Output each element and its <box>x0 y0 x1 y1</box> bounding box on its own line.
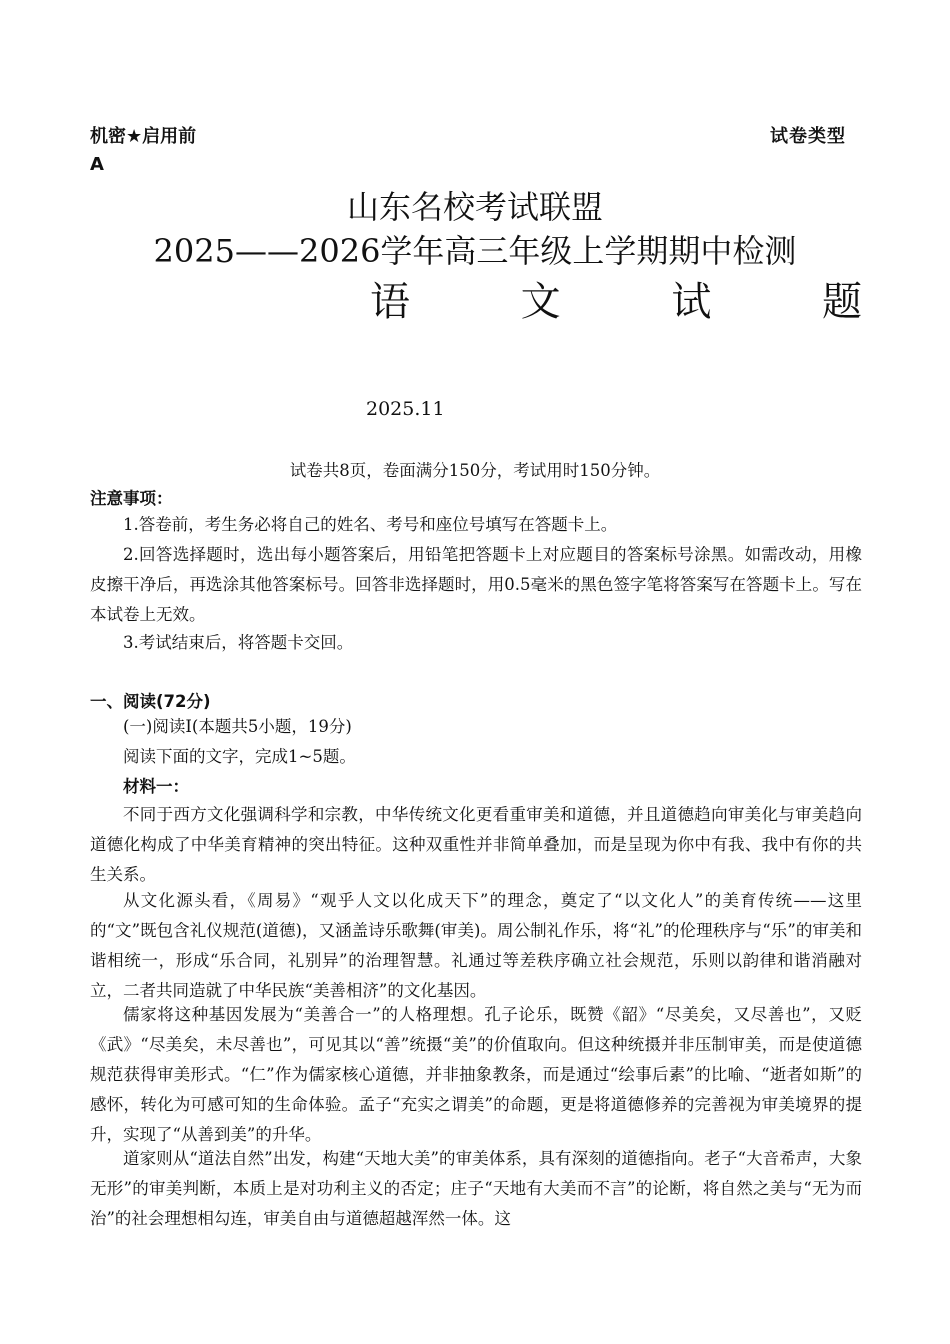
exam-organizer-title: 山东名校考试联盟 <box>346 188 603 226</box>
notice-item: 1.答卷前，考生务必将自己的姓名、考号和座位号填写在答题卡上。 <box>123 515 618 534</box>
paper-type-value: A <box>90 154 104 175</box>
subject-char: 试 <box>671 279 712 325</box>
section-instruction: 阅读下面的文字，完成1~5题。 <box>123 747 356 766</box>
section-subheading: (一)阅读Ⅰ(本题共5小题，19分) <box>123 717 352 736</box>
exam-meta: 试卷共8页，卷面满分150分，考试用时150分钟。 <box>289 461 661 480</box>
exam-date: 2025.11 <box>366 398 445 420</box>
paper-type-label: 试卷类型 <box>770 126 846 147</box>
notice-heading: 注意事项： <box>90 489 173 508</box>
material-paragraph: 道家则从“道法自然”出发，构建“天地大美”的审美体系，具有深刻的道德指向。老子“大音希声，大象无形”的审美判断，本质上是对功利主义的否定；庄子“天地有大美而不言”的论断，将自然之美与“无为而治”的社会理想相勾连，审美自由与道德超越浑然一体。这 <box>90 1149 862 1228</box>
exam-name-title: 2025——2026学年高三年级上学期期中检测 <box>153 232 797 270</box>
material-paragraph: 不同于西方文化强调科学和宗教，中华传统文化更看重审美和道德，并且道德趋向审美化与审美趋向道德化构成了中华美育精神的突出特征。这种双重性并非简单叠加，而是呈现为你中有我、我中有你的共生关系。 <box>90 805 862 884</box>
confidential-label: 机密★启用前 <box>90 126 197 147</box>
notice-item: 2.回答选择题时，选出每小题答案后，用铅笔把答题卡上对应题目的答案标号涂黑。如需改动，用橡皮擦干净后，再选涂其他答案标号。回答非选择题时，用0.5毫米的黑色签字笔将答案写在答题卡上。写在本试卷上无效。 <box>90 545 862 624</box>
section-heading: 一、阅读(72分) <box>90 692 211 711</box>
subject-char: 题 <box>821 279 862 325</box>
subject-char: 文 <box>520 279 561 325</box>
subject-title <box>370 270 862 327</box>
material-paragraph: 儒家将这种基因发展为“美善合一”的人格理想。孔子论乐，既赞《韶》“尽美矣，又尽善也”，又贬《武》“尽美矣，未尽善也”，可见其以“善”统摄“美”的价值取向。但这种统摄并非压制审美，而是使道德规范获得审美形式。“仁”作为儒家核心道德，并非抽象教条，而是通过“绘事后素”的比喻、“逝者如斯”的感怀，转化为可感可知的生命体验。孟子“充实之谓美”的命题，更是将道德修养的完善视为审美境界的提升，实现了“从善到美”的升华。 <box>90 1005 862 1144</box>
material-label: 材料一： <box>123 777 189 796</box>
notice-item: 3.考试结束后，将答题卡交回。 <box>123 633 354 652</box>
subject-char: 语 <box>370 279 410 325</box>
material-paragraph: 从文化源头看，《周易》“观乎人文以化成天下”的理念，奠定了“以文化人”的美育传统——这里的“文”既包含礼仪规范(道德)，又涵盖诗乐歌舞(审美)。周公制礼作乐，将“礼”的伦理秩序与“乐”的审美和谐相统一，形成“乐合同，礼别异”的治理智慧。礼通过等差秩序确立社会规范，乐则以韵律和谐消融对立，二者共同造就了中华民族“美善相济”的文化基因。 <box>90 891 862 1000</box>
